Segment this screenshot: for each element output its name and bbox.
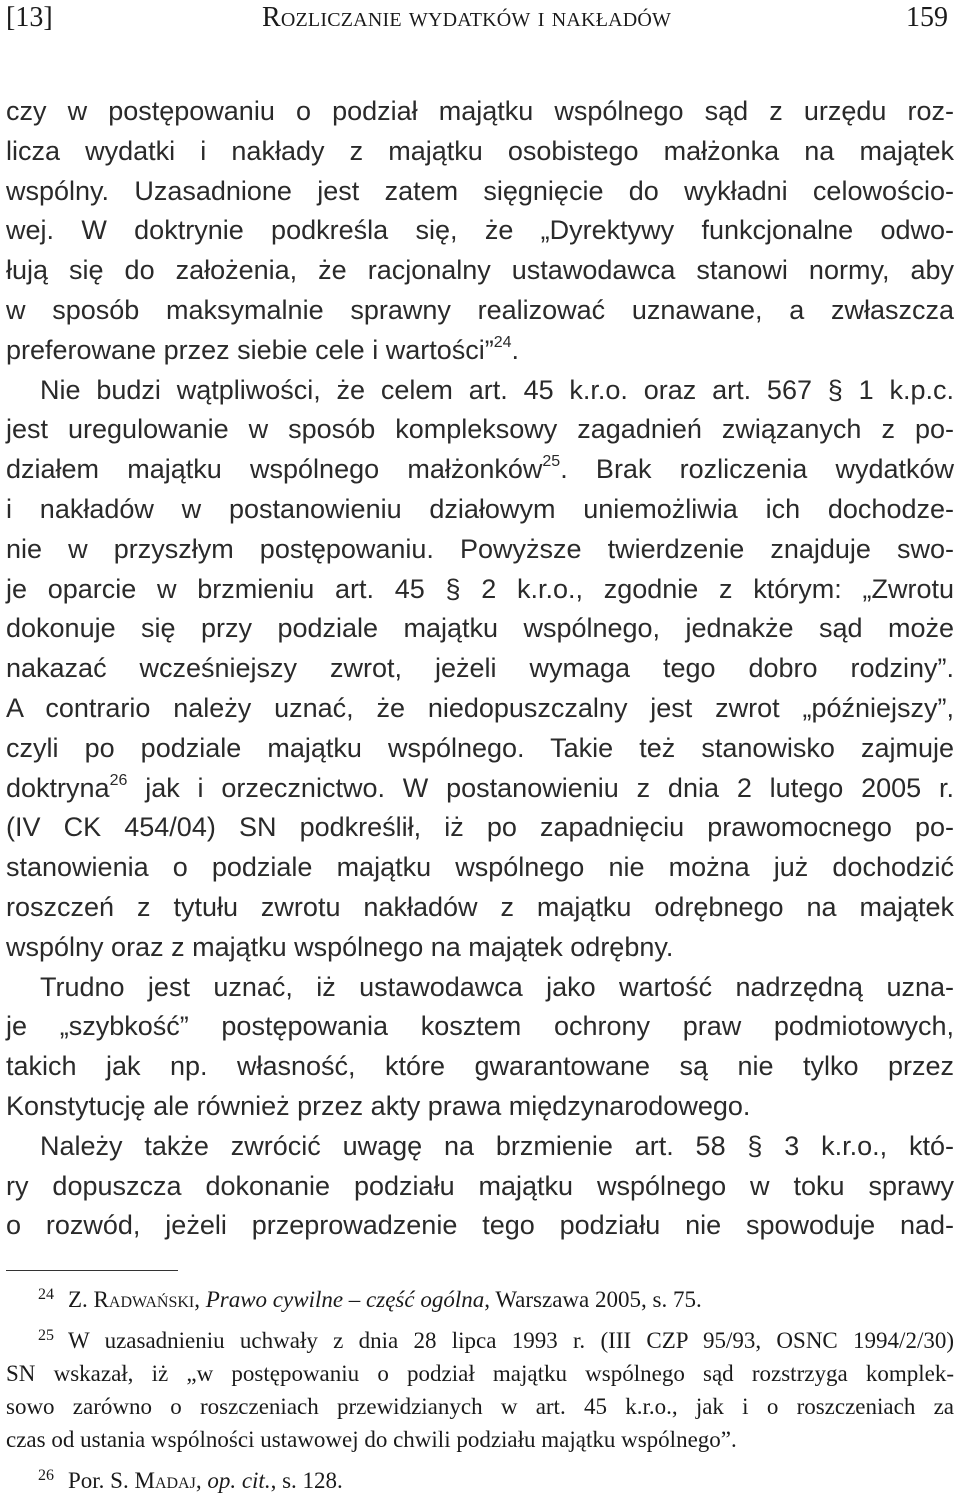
text-line-content: w sposób maksymalnie sprawny realizować uznawane, a zwłaszcza: [6, 294, 954, 325]
text-line: [6, 1127, 954, 1167]
text-line-content: o rozwód, jeżeli przeprowadzenie tego podziału nie spowoduje nad-: [6, 1210, 954, 1241]
text-line-content: Należy także zwrócić uwagę na brzmienie art. 58 § 3 k.r.o., któ-: [40, 1130, 954, 1161]
text-line: [6, 888, 954, 928]
text-line: [6, 92, 954, 132]
text-line: [6, 769, 954, 809]
text-line-content: jest uregulowanie w sposób kompleksowy zagadnień związanych z po-: [6, 414, 954, 445]
text-line-content: czy w postępowaniu o podział majątku wspólnego sąd z urzędu roz-: [6, 96, 954, 126]
text-line-content: i nakładów w postanowieniu działowym uniemożliwia ich dochodze-: [6, 493, 954, 524]
text-line-content: (IV CK 454/04) SN podkreślił, iż po zapadnięciu prawomocnego po-: [6, 812, 954, 843]
footnote-ref: 24: [493, 333, 512, 351]
footnote-rest: , s. 128.: [270, 1468, 343, 1493]
text-line: [6, 490, 954, 530]
text-line: [6, 450, 954, 490]
footnote-number: 25: [38, 1327, 54, 1344]
text-line: [6, 968, 954, 1008]
footnote-text: W uzasadnieniu uchwały z dnia 28 lipca 1993 r. (III CZP 95/93, OSNC 1994/2/30): [68, 1328, 954, 1353]
footnote-number: 24: [38, 1286, 54, 1303]
footnote-opcit: op. cit.: [207, 1468, 271, 1493]
page-number: 159: [906, 2, 948, 33]
text-line-content: ry dopuszcza dokonanie podziału majątku wspólnego w toku sprawy: [6, 1170, 954, 1201]
running-header: [0, 0, 960, 40]
running-title: Rozliczanie wydatków i nakładów: [262, 2, 672, 33]
text-line: [6, 251, 954, 291]
text-line-content: czyli po podziale majątku wspólnego. Takie też stanowisko zajmuje: [6, 732, 954, 763]
section-marker: [13]: [6, 2, 53, 33]
footnote-author-smallcaps: adaj: [154, 1468, 196, 1493]
text-line: [6, 172, 954, 212]
text-line: [6, 689, 954, 729]
text-line-content: roszczeń z tytułu zwrotu nakładów z majątku odrębnego na majątek: [6, 891, 954, 922]
footnote-25-line: sowo zarówno o roszczeniach przewidzianych w art. 45 k.r.o., jak i o roszczeniach za: [6, 1394, 954, 1419]
text-line: [6, 609, 954, 649]
text-line: [6, 211, 954, 251]
text-line-content: działem majątku wspólnego małżonków: [6, 454, 543, 485]
text-line: [6, 570, 954, 610]
footnote-separator-text: ,: [194, 1287, 206, 1312]
text-line: [6, 1007, 954, 1047]
footnote-separator-text: ,: [195, 1468, 208, 1493]
text-line-content: je oparcie w brzmieniu art. 45 § 2 k.r.o., zgodnie z którym: „Zwrotu: [6, 573, 954, 604]
footnote-author: Z. R: [68, 1287, 109, 1312]
text-line-content: dokonuje się przy podziale majątku wspólnego, jednakże sąd może: [6, 613, 954, 644]
text-line-continuation: .: [511, 334, 520, 365]
text-line-content: licza wydatki i nakłady z majątku osobistego małżonka na majątek: [6, 135, 954, 166]
text-line-content: Nie budzi wątpliwości, że celem art. 45 k.r.o. oraz art. 567 § 1 k.p.c.: [40, 374, 954, 405]
main-text: [6, 92, 954, 1246]
text-line: [6, 1206, 954, 1246]
text-line: [6, 331, 954, 371]
text-line-content: takich jak np. własność, które gwarantowane są nie tylko przez: [6, 1051, 954, 1082]
text-line: [6, 371, 954, 411]
text-line: [6, 132, 954, 172]
text-line-content: łują się do założenia, że racjonalny ustawodawca stanowi normy, aby: [6, 255, 954, 286]
text-line-content: A contrario należy uznać, że niedopuszczalny jest zwrot „późniejszy”,: [6, 692, 954, 723]
text-line: [6, 848, 954, 888]
text-line-content: preferowane przez siebie cele i wartości”: [6, 334, 494, 365]
footnote-author-smallcaps: adwański: [108, 1287, 195, 1312]
footnotes: [6, 1283, 954, 1497]
footnote-25-line: czas od ustania wspólności ustawowej do chwili podziału majątku wspólnego”.: [6, 1427, 737, 1452]
text-line-content: wspólny oraz z majątku wspólnego na majątek odrębny.: [6, 931, 674, 962]
text-line: [6, 291, 954, 331]
footnote-ref: 26: [109, 771, 128, 789]
text-line-content: wspólny. Uzasadnione jest zatem sięgnięcie do wykładni celowościo-: [6, 175, 954, 206]
footnote-25-line: SN wskazał, iż „w postępowaniu o podział majątku wspólnego sąd rozstrzyga komplek-: [6, 1361, 954, 1386]
footnote-title: Prawo cywilne – część ogólna: [205, 1287, 485, 1312]
text-line: [6, 928, 954, 968]
text-line: [6, 530, 954, 570]
text-line-content: wej. W doktrynie podkreśla się, że „Dyrektywy funkcjonalne odwo-: [6, 215, 954, 246]
footnote-ref: 25: [542, 453, 561, 471]
text-line: [6, 649, 954, 689]
text-line-continuation: jak i orzecznictwo. W postanowieniu z dnia 2 lutego 2005 r.: [127, 772, 954, 803]
text-line: [6, 1167, 954, 1207]
text-line: [6, 729, 954, 769]
text-line-content: stanowienia o podziale majątku wspólnego nie można już dochodzić: [6, 852, 954, 883]
text-line-content: Trudno jest uznać, iż ustawodawca jako wartość nadrzędną uzna-: [40, 971, 954, 1002]
text-line: [6, 410, 954, 450]
text-line-content: nie w przyszłym postępowaniu. Powyższe twierdzenie znajduje swo-: [6, 533, 954, 564]
text-line: [6, 1047, 954, 1087]
footnote-author: Por. S. M: [68, 1468, 155, 1493]
footnote-rest: , Warszawa 2005, s. 75.: [484, 1287, 702, 1312]
text-line-continuation: . Brak rozliczenia wydatków: [560, 454, 954, 485]
text-line: [6, 808, 954, 848]
text-line: [6, 1087, 954, 1127]
text-line-content: doktryna: [6, 772, 110, 803]
footnote-number: 26: [38, 1467, 54, 1484]
footnote-separator: [6, 1270, 178, 1271]
text-line-content: je „szybkość” postępowania kosztem ochrony praw podmiotowych,: [6, 1011, 954, 1042]
text-line-content: nakazać wcześniejszy zwrot, jeżeli wymaga tego dobro rodziny”.: [6, 653, 954, 684]
footnote-25: [6, 1324, 954, 1357]
footnote-24: [6, 1283, 954, 1316]
footnote-26: [6, 1464, 954, 1497]
text-line-content: Konstytucję ale również przez akty prawa międzynarodowego.: [6, 1090, 751, 1121]
